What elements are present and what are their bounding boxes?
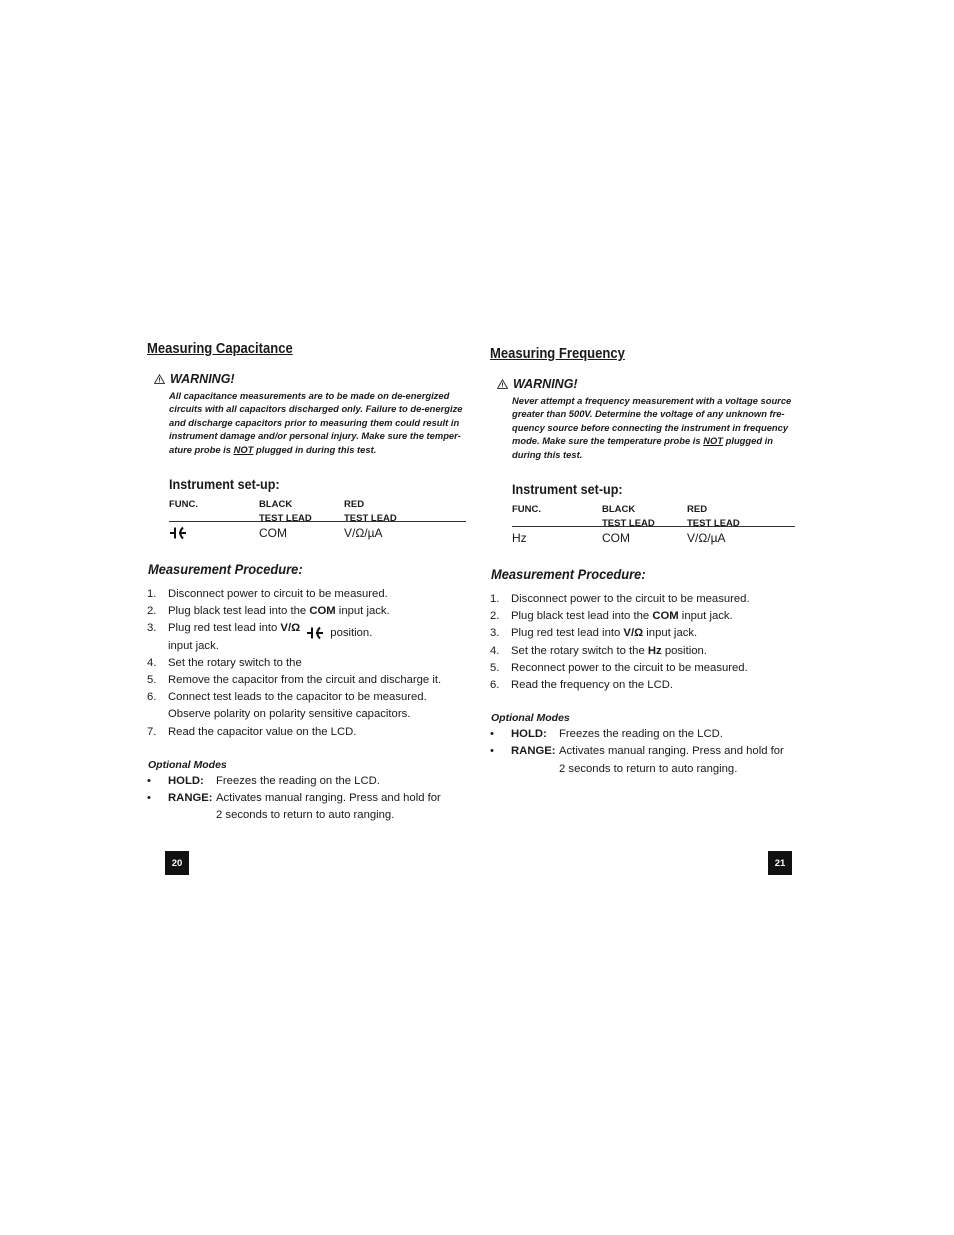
mode-key: HOLD: xyxy=(511,728,547,741)
warning-fragment: plugged in xyxy=(725,435,774,447)
right-page xyxy=(490,346,796,778)
step-number: 1. xyxy=(147,588,157,601)
mode-text: Activates manual ranging. Press and hold for xyxy=(559,745,784,758)
optional-modes xyxy=(490,726,796,778)
warning-line xyxy=(512,434,796,447)
step-text: Reconnect power to the circuit to be measured. xyxy=(511,661,748,674)
list-item xyxy=(147,655,469,672)
procedure-steps xyxy=(490,591,796,694)
step-text: Plug red test lead into xyxy=(168,622,281,635)
list-item xyxy=(147,724,469,741)
mode-text: 2 seconds to return to auto ranging. xyxy=(216,809,395,822)
header-black xyxy=(259,498,312,525)
setup-heading: Instrument set-up: xyxy=(512,481,623,498)
step-bold: COM xyxy=(309,605,336,618)
list-item xyxy=(147,807,469,824)
warning-fragment: ature probe is xyxy=(169,443,231,455)
step-number: 3. xyxy=(490,627,500,640)
step-number: 4. xyxy=(490,644,500,657)
cell-black: COM xyxy=(602,531,630,546)
list-item xyxy=(147,706,469,723)
table-row xyxy=(169,526,466,548)
step-text: Plug black test lead into the xyxy=(511,610,653,623)
procedure-heading: Measurement Procedure: xyxy=(491,566,646,583)
cell-func: Hz xyxy=(512,531,527,546)
step-text: Disconnect power to circuit to be measured. xyxy=(168,588,388,601)
warning-text xyxy=(512,394,796,461)
step-text: Read the capacitor value on the LCD. xyxy=(168,725,357,738)
header-black-line2: TEST LEAD xyxy=(602,517,655,529)
position-word: position. xyxy=(330,627,373,640)
list-item xyxy=(490,660,796,677)
cell-red: V/Ω/µA xyxy=(687,531,726,546)
list-item xyxy=(490,591,796,608)
mode-key: HOLD: xyxy=(168,774,204,787)
bullet: • xyxy=(147,774,151,787)
list-item xyxy=(147,603,469,620)
optional-modes-heading: Optional Modes xyxy=(491,712,570,725)
list-item xyxy=(147,638,469,655)
cell-black: COM xyxy=(259,526,287,541)
warning-line xyxy=(169,443,469,456)
step-bold: V/Ω xyxy=(280,622,301,635)
section-title: Measuring Frequency xyxy=(490,346,625,362)
list-item xyxy=(147,689,469,706)
header-red xyxy=(344,498,397,525)
left-page xyxy=(147,341,469,824)
section-title: Measuring Capacitance xyxy=(147,341,293,357)
header-black-line1: BLACK xyxy=(259,499,293,511)
step-text: position. xyxy=(661,644,707,657)
setup-heading: Instrument set-up: xyxy=(169,476,280,493)
list-item xyxy=(490,677,796,694)
optional-modes-heading: Optional Modes xyxy=(148,758,227,771)
list-item xyxy=(147,790,469,807)
setup-table xyxy=(169,498,466,548)
step-number: 5. xyxy=(147,674,157,687)
mode-text: Freezes the reading on the LCD. xyxy=(559,728,723,741)
header-red xyxy=(687,503,740,530)
table-header xyxy=(169,498,466,522)
list-item xyxy=(490,625,796,642)
step-text: input jack. xyxy=(335,605,390,618)
procedure-heading: Measurement Procedure: xyxy=(148,561,303,578)
capacitor-icon xyxy=(169,526,187,543)
setup-table xyxy=(512,503,795,553)
warning-fragment: mode. Make sure the temperature probe is xyxy=(512,435,701,447)
step-number: 2. xyxy=(490,610,500,623)
step-number: 1. xyxy=(490,593,500,606)
step-number: 2. xyxy=(147,605,157,618)
step-number: 5. xyxy=(490,661,500,674)
list-item xyxy=(490,743,796,760)
optional-modes xyxy=(147,773,469,825)
header-red-line1: RED xyxy=(687,504,708,516)
step-bold: COM xyxy=(652,610,679,623)
list-item xyxy=(490,643,796,660)
step-text: Read the frequency on the LCD. xyxy=(511,679,674,692)
mode-text: Activates manual ranging. Press and hold for xyxy=(216,792,441,805)
cell-red: V/Ω/µA xyxy=(344,526,383,541)
mode-text: Freezes the reading on the LCD. xyxy=(216,774,380,787)
list-item xyxy=(147,773,469,790)
header-red-line1: RED xyxy=(344,499,365,511)
header-red-line2: TEST LEAD xyxy=(687,517,740,529)
step-text: Set the rotary switch to the xyxy=(511,644,648,657)
table-header xyxy=(512,503,795,527)
step-number: 3. xyxy=(147,622,157,635)
step-number: 7. xyxy=(147,725,157,738)
mode-key: RANGE: xyxy=(168,792,213,805)
warning-heading xyxy=(497,377,796,391)
mode-text: 2 seconds to return to auto ranging. xyxy=(559,762,738,775)
bullet: • xyxy=(490,745,494,758)
warning-emphasis: NOT xyxy=(703,435,724,447)
warning-line: instrument damage and/or personal injury. Make sure the temper- xyxy=(169,430,461,442)
warning-line: All capacitance measurements are to be made on de-energized xyxy=(169,390,450,401)
page-number: 21 xyxy=(768,851,792,875)
step-text: Remove the capacitor from the circuit and discharge it. xyxy=(168,674,442,687)
warning-line: during this test. xyxy=(512,448,583,460)
warning-line: and discharge capacitors prior to measuring them could result in xyxy=(169,416,460,428)
header-black-line2: TEST LEAD xyxy=(259,512,312,524)
bullet: • xyxy=(147,792,151,805)
warning-label: WARNING! xyxy=(513,377,578,391)
header-black xyxy=(602,503,655,530)
warning-fragment: plugged in during this test. xyxy=(256,443,377,455)
list-item xyxy=(147,586,469,603)
step-bold: V/Ω xyxy=(623,627,644,640)
list-item xyxy=(490,726,796,743)
warning-triangle-icon xyxy=(154,374,165,384)
warning-label: WARNING! xyxy=(170,372,235,386)
mode-key: RANGE: xyxy=(511,745,556,758)
step-text: Disconnect power to the circuit to be measured. xyxy=(511,593,750,606)
list-item xyxy=(147,672,469,689)
header-func: FUNC. xyxy=(512,504,542,516)
warning-text xyxy=(169,389,469,456)
warning-triangle-icon xyxy=(497,379,508,389)
step-text: input jack. xyxy=(678,610,733,623)
step-text: Connect test leads to the capacitor to be measured. xyxy=(168,691,427,704)
step-bold: Hz xyxy=(647,644,662,657)
list-item xyxy=(147,620,469,640)
warning-line: circuits with all capacitors discharged only. Failure to de-energize xyxy=(169,403,463,415)
list-item xyxy=(490,761,796,778)
bullet: • xyxy=(490,728,494,741)
header-black-line1: BLACK xyxy=(602,504,636,516)
step-text: Plug red test lead into xyxy=(511,627,624,640)
step-number: 4. xyxy=(147,656,157,669)
step-text: input jack. xyxy=(168,639,219,652)
header-red-line2: TEST LEAD xyxy=(344,512,397,524)
step-text: input jack. xyxy=(643,627,698,640)
step-number: 6. xyxy=(147,691,157,704)
step-text: Set the rotary switch to the xyxy=(168,656,302,669)
table-row xyxy=(512,531,795,553)
step-number: 6. xyxy=(490,679,500,692)
warning-emphasis: NOT xyxy=(233,443,254,455)
page-number: 20 xyxy=(165,851,189,875)
step-text: Plug black test lead into the xyxy=(168,605,310,618)
list-item xyxy=(490,608,796,625)
warning-heading xyxy=(154,372,469,386)
warning-line: quency source before connecting the instrument in frequency xyxy=(512,421,789,433)
step-text: Observe polarity on polarity sensitive capacitors. xyxy=(168,708,411,721)
warning-line: greater than 500V. Determine the voltage of any unknown fre- xyxy=(512,408,785,420)
warning-line: Never attempt a frequency measurement with a voltage source xyxy=(512,395,792,406)
procedure-steps xyxy=(147,586,469,741)
header-func: FUNC. xyxy=(169,499,199,511)
